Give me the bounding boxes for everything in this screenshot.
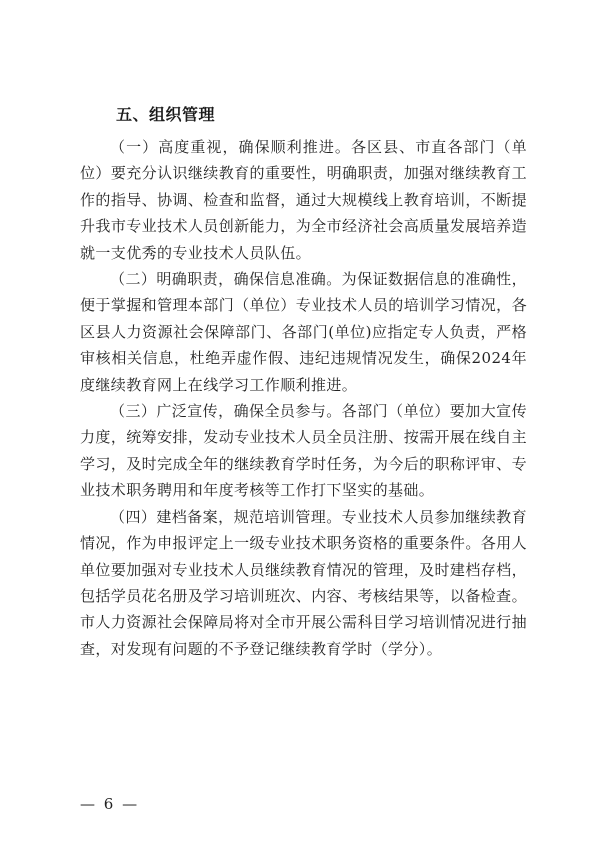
section-body — [80, 134, 527, 662]
section-heading: 五、组织管理 — [116, 105, 216, 124]
paragraph-3: （三）广泛宣传，确保全员参与。各部门（单位）要加大宣传力度，统筹安排，发动专业技术人员全员注册、按需开展在线自主学习，及时完成全年的继续教育学时任务，为今后的职称评审、专业技术职务聘用和年度考核等工作打下坚实的基础。 — [80, 402, 527, 500]
paragraph-4: （四）建档备案，规范培训管理。专业技术人员参加继续教育情况，作为申报评定上一级专业技术职务资格的重要条件。各用人单位要加强对专业技术人员继续教育情况的管理，及时建档存档，包括学员花名册及学习培训班次、内容、考核结果等，以备检查。市人力资源社会保障局将对全市开展公需科目学习培训情况进行抽查，对发现有问题的不予登记继续教育学时（学分）。 — [80, 507, 527, 658]
paragraph-1: （一）高度重视，确保顺利推进。各区县、市直各部门（单位）要充分认识继续教育的重要性，明确职责，加强对继续教育工作的指导、协调、检查和监督，通过大规模线上教育培训，不断提升我市专业技术人员创新能力，为全市经济社会高质量发展培养造就一支优秀的专业技术人员队伍。 — [80, 138, 527, 262]
page-number: — 6 — — [80, 795, 140, 813]
paragraph-2: （二）明确职责，确保信息准确。为保证数据信息的准确性，便于掌握和管理本部门（单位）专业技术人员的培训学习情况，各区县人力资源社会保障部门、各部门(单位)应指定专人负责，严格审核相关信息，杜绝弄虚作假、违纪违规情况发生，确保2024年度继续教育网上在线学习工作顺利推进。 — [80, 270, 527, 394]
